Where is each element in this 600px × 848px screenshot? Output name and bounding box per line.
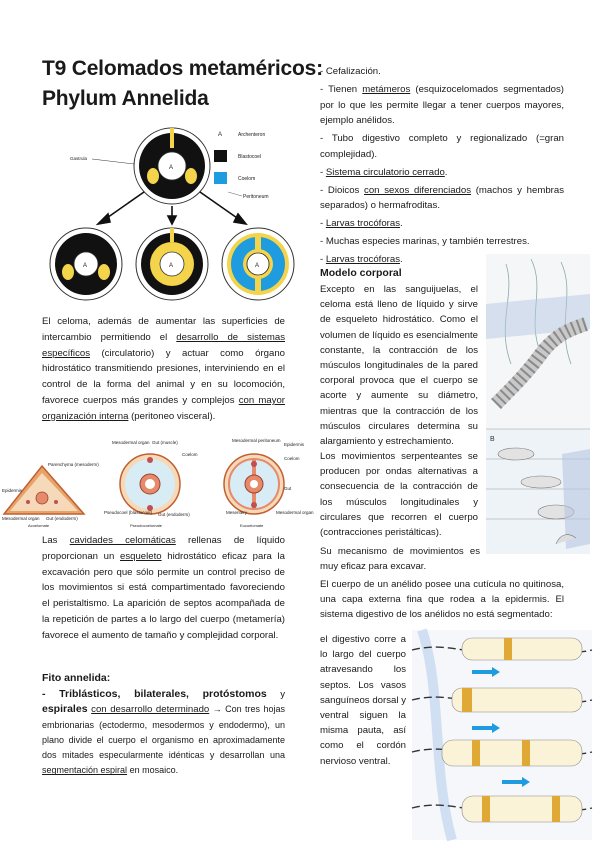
svg-text:Mesentery: Mesentery (226, 510, 248, 515)
modelo-paragraph-2: Los movimientos serpenteantes se producen por ondas alternativas a consecuencia de la contracción de los músculos longitudinales y circulares que recorren el cuerpo (contracciones peristálticas). (320, 451, 478, 539)
svg-text:A: A (83, 263, 88, 269)
svg-text:A: A (169, 165, 174, 171)
svg-text:Pseudocoel (blastocoel): Pseudocoel (blastocoel) (104, 510, 153, 515)
legend-peritoneum: Peritoneum (243, 194, 269, 200)
fito-paragraph: - Triblásticos, bilaterales, protóstomos y espirales con desarrollo determinado → Con tres hojas embrionarias (ectodermo, mesodermos y endodermo), un plano divide el cuerpo el organismo en aproximadamente dos mitades especularmente idénticas y desarrollan una segmentación espiral en mosaico. (42, 688, 286, 776)
svg-text:Coelom: Coelom (182, 452, 198, 457)
body-plans-figure (0, 432, 314, 528)
coelom-formation-figure (42, 124, 298, 302)
segmented-gut-figure (412, 630, 592, 840)
list-item: - Muchas especies marinas, y también terrestres. (320, 235, 530, 247)
svg-text:Mesodermal organ: Mesodermal organ (2, 516, 40, 521)
modelo-paragraph-3: Su mecanismo de movimientos es muy eficaz para excavar. (320, 546, 480, 573)
underlined-term: cavidades celomáticas (69, 535, 176, 546)
underlined-term: con desarrollo determinado (91, 704, 210, 716)
characteristics-list (320, 64, 564, 270)
svg-text:Acoelomate: Acoelomate (28, 523, 50, 528)
list-item: - Dioicos con sexos diferenciados (machos y hembras separados) o hermafroditas. (320, 184, 564, 212)
list-item: - Larvas trocóforas. (320, 253, 403, 265)
svg-text:Gut: Gut (284, 486, 292, 491)
stage-1-diagram (50, 228, 122, 300)
title-line-1: T9 Celomados metaméricos: (42, 57, 323, 80)
legend-archenteron: Archenteron (238, 132, 266, 138)
svg-text:Parenchyma (mesoderm): Parenchyma (mesoderm) (48, 462, 99, 467)
stage-3-diagram (222, 228, 294, 300)
fito-heading: Fito annelida: (42, 672, 111, 684)
svg-text:Pseudocoelomate: Pseudocoelomate (130, 523, 163, 528)
svg-text:Gut (endoderm): Gut (endoderm) (158, 512, 190, 517)
svg-text:Mesodermal organ: Mesodermal organ (276, 510, 314, 515)
underlined-term: segmentación espiral (42, 765, 128, 776)
legend-blastocoel: Blastocoel (238, 154, 262, 160)
list-item: - Larvas trocóforas. (320, 218, 403, 230)
coelom-paragraph: El celoma, además de aumentar las superficies de intercambio permitiendo el desarrollo de sistemas específicos (circulatorio) y actuar como órgano hidrostático transmitiendo presiones, interviniendo en el control de la forma del animal y en su locomoción, favorece cuerpos más grandes y complejos con mayor organización interna (peritoneo visceral). (42, 316, 285, 422)
svg-text:A: A (218, 132, 223, 138)
list-item: - Sistema circulatorio cerrado. (320, 166, 448, 178)
svg-text:Mesodermal peritoneum: Mesodermal peritoneum (232, 438, 281, 443)
underlined-term: desarrollo de sistemas específicos (42, 331, 285, 359)
title-line-2: Phylum Annelida (42, 87, 209, 110)
underlined-term: esqueleto (119, 550, 162, 562)
svg-text:Gut (muscle): Gut (muscle) (152, 440, 178, 445)
coelomic-cavities-paragraph: Las cavidades celomáticas rellenas de líquido proporcionan un esqueleto hidrostático eficaz para la excavación pero que sólo permite un control preciso de los movimientos si está compartimentado favoreciendo el peristaltismo. La aparición de septos acompañada de la repetición de partes a lo largo del cuerpo (metamería) favorece el aumento de tamaño y complejidad corporal. (42, 535, 285, 641)
worm-locomotion-figure (486, 254, 590, 554)
svg-text:Eucoelomate: Eucoelomate (240, 523, 264, 528)
modelo-paragraph-4: El cuerpo de un anélido posee una cutícula no quitinosa, una capa externa fina que rodea a la epidermis. El sistema digestivo de los anélidos no está segmentado: (320, 579, 564, 621)
svg-text:Coelom: Coelom (284, 456, 300, 461)
svg-text:Epidermis: Epidermis (2, 488, 23, 493)
figure-legend (214, 132, 269, 200)
modelo-paragraph-1: Excepto en las sanguijuelas, el celoma está lleno de líquido y sirve de esqueleto hidrostático. Como el volumen de líquido es esencialmente constante, la contracción de los músculos longitudinales de la pared corporal provoca que el cuerpo se acorte y aumente su diámetro, mientras que la contracción de los músculos circulares determina su alargamiento y estrechamiento. (320, 284, 478, 448)
gastrula-diagram (134, 128, 210, 204)
list-item: - Tienen metámeros (esquizocelomados segmentados) por lo que les permite llegar a tener cuerpos mayores, ejemplo anélidos. (320, 83, 564, 127)
gastrula-label: Gastrula (70, 156, 88, 161)
modelo-paragraph-5: el digestivo corre a lo largo del cuerpo atravesando los septos. Los vasos sanguíneos dorsal y ventral siguen la misma pauta, así como el cordón nervioso ventral. (320, 634, 406, 767)
svg-text:A: A (255, 263, 260, 269)
svg-text:A: A (169, 263, 174, 269)
list-item: - Cefalización. (320, 66, 381, 77)
page-title (42, 54, 323, 114)
list-item: - Tubo digestivo completo y regionalizado (=gran complejidad). (320, 133, 564, 160)
underlined-term: con mayor organización interna (42, 394, 285, 422)
stage-2-diagram (136, 228, 208, 300)
svg-text:Mesodermal organ: Mesodermal organ (112, 440, 150, 445)
svg-text:B: B (490, 436, 495, 443)
svg-text:Gut (endoderm): Gut (endoderm) (46, 516, 78, 521)
eucoelomate-diagram (224, 454, 284, 514)
modelo-heading: Modelo corporal (320, 267, 402, 279)
legend-coelom: Coelom (238, 176, 256, 182)
svg-text:Epidermis: Epidermis (284, 442, 305, 447)
pseudocoelomate-diagram (120, 454, 180, 514)
